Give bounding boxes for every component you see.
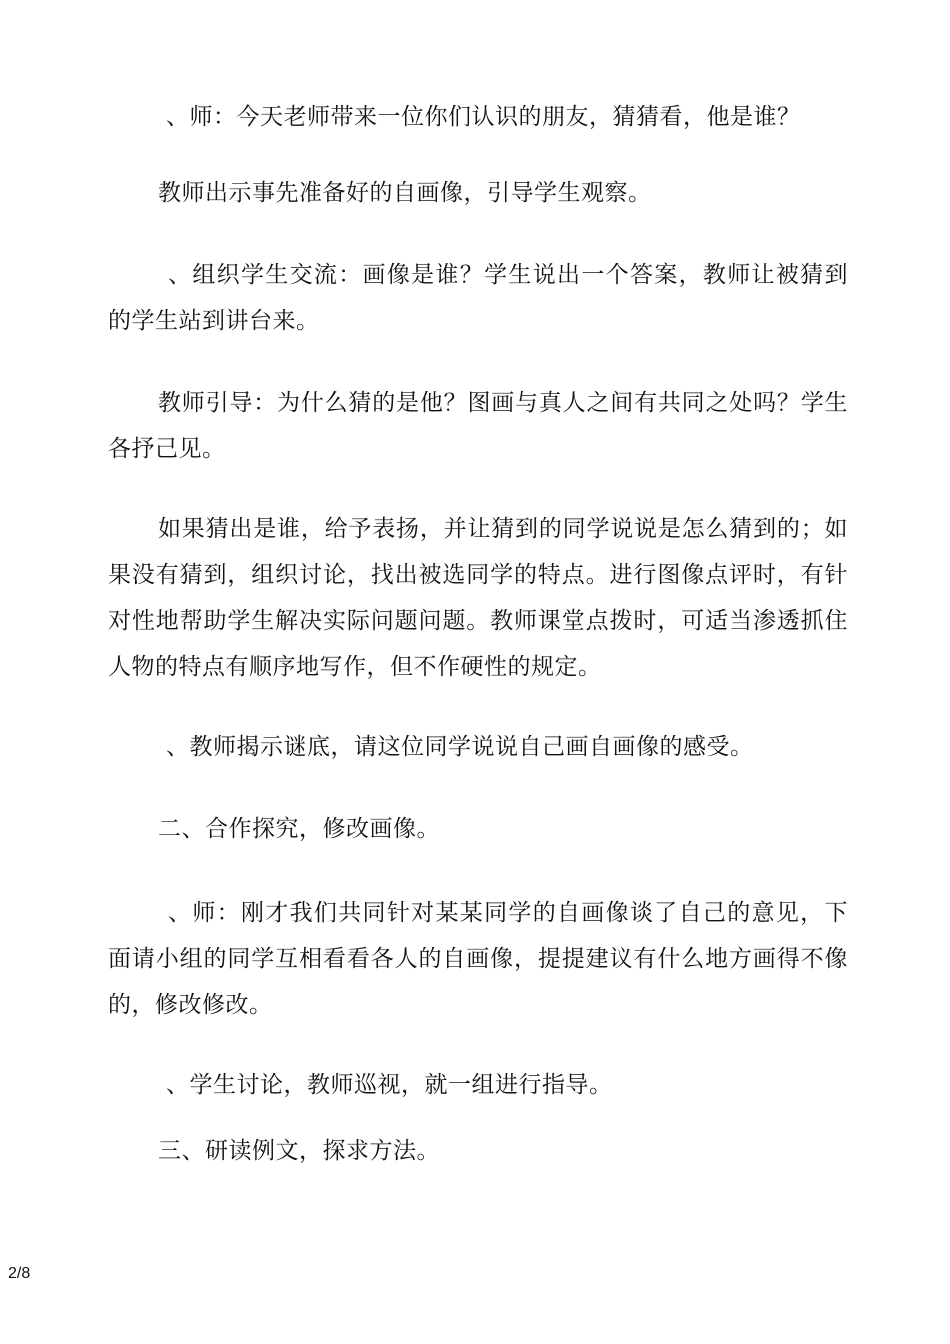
page-number: 2/8	[8, 1265, 31, 1282]
paragraph-student-discussion: 、学生讨论，教师巡视，就一组进行指导。	[166, 1072, 613, 1098]
paragraph-show-portrait: 教师出示事先准备好的自画像，引导学生观察。	[158, 180, 652, 206]
paragraph-teacher-guide: 教师引导：为什么猜的是他？图画与真人之间有共同之处吗？学生各抒己见。	[108, 390, 848, 462]
paragraph-student-exchange: 、组织学生交流：画像是谁？学生说出一个答案，教师让被猜到的学生站到讲台来。	[108, 262, 848, 334]
paragraph-group-revise: 、师：刚才我们共同针对某某同学的自画像谈了自己的意见，下面请小组的同学互相看看各人的自画像，提提建议有什么地方画得不像的，修改修改。	[108, 900, 848, 1018]
section-heading-three: 三、研读例文，探求方法。	[158, 1138, 440, 1164]
paragraph-teacher-intro: 、师：今天老师带来一位你们认识的朋友，猜猜看，他是谁？	[166, 104, 801, 130]
section-heading-two: 二、合作探究，修改画像。	[158, 816, 440, 842]
paragraph-praise-discussion: 如果猜出是谁，给予表扬，并让猜到的同学说说是怎么猜到的；如果没有猜到，组织讨论，找出被选同学的特点。进行图像点评时，有针对性地帮助学生解决实际问题问题。教师课堂点拨时，可适当渗透抓住人物的特点有顺序地写作，但不作硬性的规定。	[108, 516, 848, 680]
paragraph-reveal-answer: 、教师揭示谜底，请这位同学说说自己画自画像的感受。	[166, 734, 754, 760]
